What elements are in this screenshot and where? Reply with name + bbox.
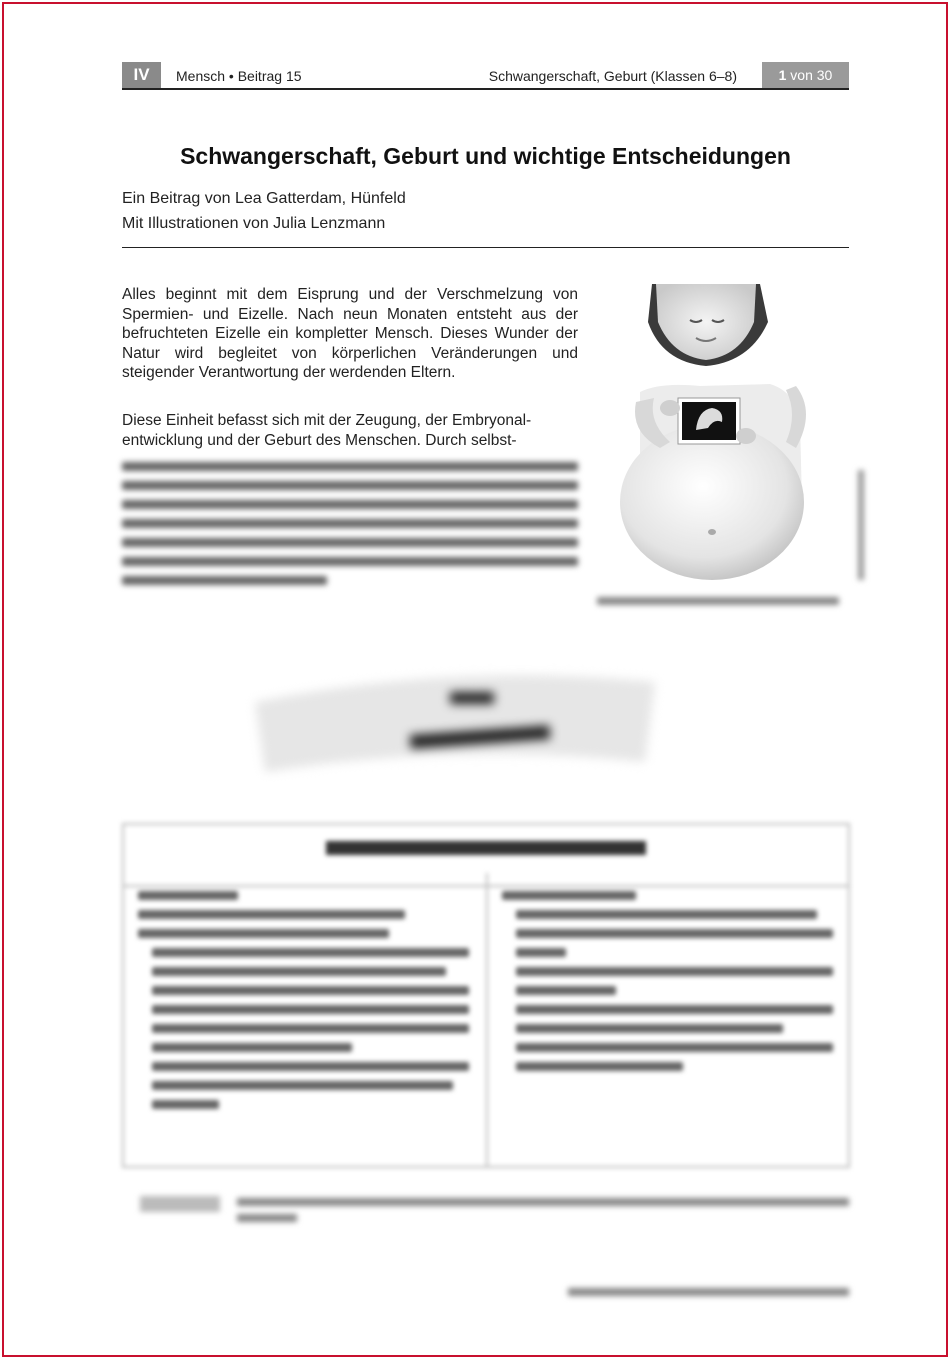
page-counter [762, 62, 849, 88]
intro-paragraph-2 [122, 411, 578, 450]
page-total: von 30 [786, 67, 833, 83]
intro-paragraph-2-line-2: entwicklung und der Geburt des Menschen. Durch selbst- [122, 431, 517, 449]
note-label [140, 1196, 220, 1212]
header-series: Mensch • Beitrag 15 [176, 68, 302, 84]
intro-paragraph: Alles beginnt mit dem Eisprung und der Verschmelzung von Spermien- und Eizelle. Nach neun Monaten entsteht aus der befruchteten Eizelle ein kompletter Mensch. Dieses Wunder der Natur wird begleitet von körperlichen Veränderungen und steigender Verantwortung der werdenden Eltern. [122, 286, 578, 381]
note-text-line-1 [237, 1198, 849, 1206]
summary-box [122, 823, 850, 1168]
title-rule [122, 247, 849, 248]
copyright-footer [568, 1288, 849, 1296]
intro-paragraph-2-line-1: Diese Einheit befasst sich mit der Zeugung, der Embryonal- [122, 412, 532, 429]
summary-box-left-column [124, 873, 488, 1166]
document-title: Schwangerschaft, Geburt und wichtige Entscheidungen [180, 143, 791, 169]
note-text-line-2 [237, 1214, 297, 1222]
illustrator-line: Mit Illustrationen von Julia Lenzmann [122, 215, 386, 232]
section-badge: IV [122, 62, 161, 88]
pregnancy-photo [600, 282, 850, 582]
page-number: 1 [778, 67, 787, 83]
photo-credit [858, 470, 864, 580]
photo-caption [597, 597, 839, 605]
page-header [122, 62, 849, 90]
role-play-banner [255, 662, 655, 782]
author-line: Ein Beitrag von Lea Gatterdam, Hünfeld [122, 190, 406, 207]
header-topic: Schwangerschaft, Geburt (Klassen 6–8) [488, 68, 737, 84]
blurred-paragraph [122, 452, 578, 595]
summary-box-right-column [490, 873, 848, 1166]
